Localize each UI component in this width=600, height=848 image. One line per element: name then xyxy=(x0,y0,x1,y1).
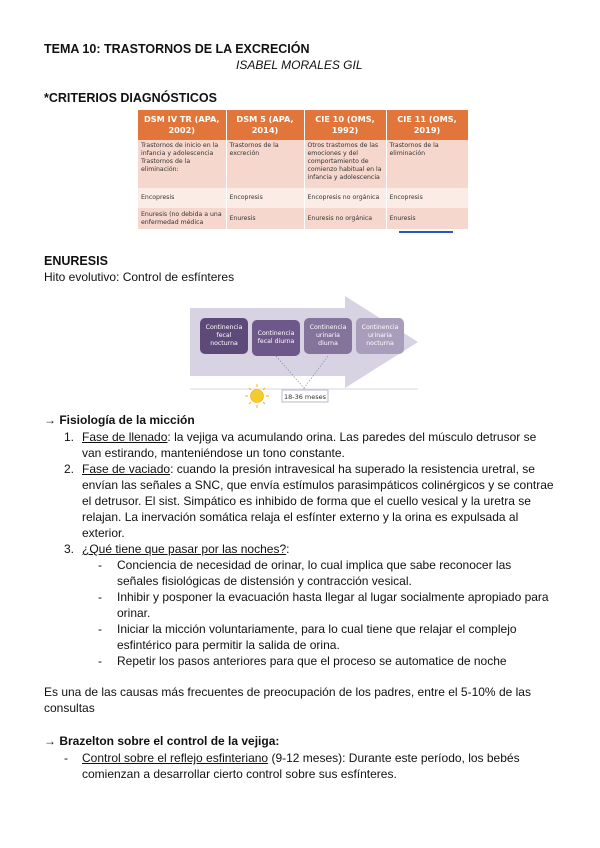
stage-label: fecal xyxy=(216,332,232,339)
sun-icon xyxy=(245,384,269,408)
bullet-dash: - xyxy=(98,622,102,636)
stage-label: nocturna xyxy=(210,340,238,347)
list-number: 2. xyxy=(64,462,75,476)
stage-label: urinaria xyxy=(368,332,392,339)
table-row xyxy=(138,140,468,188)
text: (9-12 meses): Durante este período, los bebés xyxy=(268,751,520,765)
bullet-line: orinar. xyxy=(117,606,151,620)
bullet-line: Inhibir y posponer la evacuación hasta llegar al lugar socialmente apropiado para xyxy=(117,590,549,604)
table-cell: Enuresis xyxy=(226,208,304,229)
stage-label: Continencia xyxy=(205,324,243,331)
brazelton-heading: → Brazelton sobre el control de la vejiga: xyxy=(44,734,280,748)
paragraph-line: Es una de las causas más frecuentes de preocupación de los padres, entre el 5-10% de las xyxy=(44,685,531,699)
term: Control sobre el reflejo esfinteriano xyxy=(82,751,269,765)
bullet-dash: - xyxy=(98,590,102,604)
list-item-line: exterior. xyxy=(82,526,125,540)
criterios-heading: *CRITERIOS DIAGNÓSTICOS xyxy=(44,91,217,105)
stage-label: Continencia xyxy=(361,324,399,331)
document-title: TEMA 10: TRASTORNOS DE LA EXCRECIÓN xyxy=(44,42,310,56)
table-row xyxy=(138,208,468,229)
table-cell: Trastornos de la excreción xyxy=(226,140,304,188)
table-cell: Enuresis no orgánica xyxy=(304,208,386,229)
list-item-line: relajan. La inervación somática relaja el esfínter externo y la orina es expulsada al xyxy=(82,510,519,524)
criteria-table xyxy=(138,110,469,229)
table-header: CIE 10 (OMS, 1992) xyxy=(304,110,386,140)
bullet-line xyxy=(82,750,520,767)
age-label: 18-36 meses xyxy=(283,393,327,401)
stage-label: fecal diurna xyxy=(257,338,295,345)
list-item xyxy=(82,541,289,558)
table-cell: Trastornos de la eliminación xyxy=(386,140,468,188)
list-number: 3. xyxy=(64,542,75,556)
table-cell: Encopresis xyxy=(386,188,468,208)
list-item-line: van estirando, manteniéndose un tono constante. xyxy=(82,446,345,460)
text: : la vejiga va acumulando orina. Las paredes del músculo detrusor se xyxy=(167,430,537,444)
bullet-line: señales fisiológicas de distensión y contracción vesical. xyxy=(117,574,412,588)
stage-label: nocturna xyxy=(366,340,394,347)
list-item-line: envían las señales a SNC, que envía estímulos parasimpáticos colinérgicos y se contrae xyxy=(82,478,554,492)
enuresis-heading: ENURESIS xyxy=(44,254,108,268)
link-underline xyxy=(399,231,453,233)
stage-label: diurna xyxy=(318,340,338,347)
list-item xyxy=(82,429,536,446)
table-cell: Encopresis xyxy=(226,188,304,208)
stage-label: Continencia xyxy=(309,324,347,331)
table-header: CIE 11 (OMS, 2019) xyxy=(386,110,468,140)
table-cell: Trastornos de inicio en la infancia y adolescencia Trastornos de la eliminación: xyxy=(138,140,226,188)
term: Fase de vaciado xyxy=(82,462,171,476)
bullet-line: esfintérico para permitir la salida de orina. xyxy=(117,638,340,652)
table-cell: Encopresis no orgánica xyxy=(304,188,386,208)
table-cell: Encopresis xyxy=(138,188,226,208)
bullet-line: comienzan a desarrollar cierto control sobre sus esfínteres. xyxy=(82,767,397,781)
author-name: ISABEL MORALES GIL xyxy=(236,58,363,72)
table-cell: Enuresis xyxy=(386,208,468,229)
list-item-line: el detrusor. El sist. Simpático es inhibido de forma que el cuello vesical y la uretra se xyxy=(82,494,531,508)
term: ¿Qué tiene que pasar por las noches? xyxy=(82,542,287,556)
bullet-line: Iniciar la micción voluntariamente, para lo cual tiene que relajar el complejo xyxy=(117,622,517,636)
bullet-dash: - xyxy=(98,558,102,572)
list-item xyxy=(82,461,535,478)
text: : cuando la presión intravesical ha superado la resistencia uretral, se xyxy=(170,462,535,476)
bullet-line: Repetir los pasos anteriores para que el proceso se automatice de noche xyxy=(117,654,507,668)
text: : xyxy=(286,542,290,556)
list-number: 1. xyxy=(64,430,75,444)
fisiologia-heading: → Fisiología de la micción xyxy=(44,413,195,427)
bullet-dash: - xyxy=(64,751,68,765)
table-row xyxy=(138,188,468,208)
bullet-line: Conciencia de necesidad de orinar, lo cual implica que sabe reconocer las xyxy=(117,558,512,572)
stage-label: urinaria xyxy=(316,332,340,339)
stage-label: Continencia xyxy=(257,330,295,337)
table-cell: Otros trastornos de las emociones y del comportamiento de comienzo habitual en la infancia y adolescencia xyxy=(304,140,386,188)
bullet-dash: - xyxy=(98,654,102,668)
table-header: DSM IV TR (APA, 2002) xyxy=(138,110,226,140)
term: Fase de llenado xyxy=(82,430,168,444)
continence-diagram xyxy=(190,296,420,410)
table-header: DSM 5 (APA, 2014) xyxy=(226,110,304,140)
table-cell: Enuresis (no debida a una enfermedad médica xyxy=(138,208,226,229)
paragraph-line: consultas xyxy=(44,701,95,715)
hito-evolutivo: Hito evolutivo: Control de esfínteres xyxy=(44,270,235,284)
